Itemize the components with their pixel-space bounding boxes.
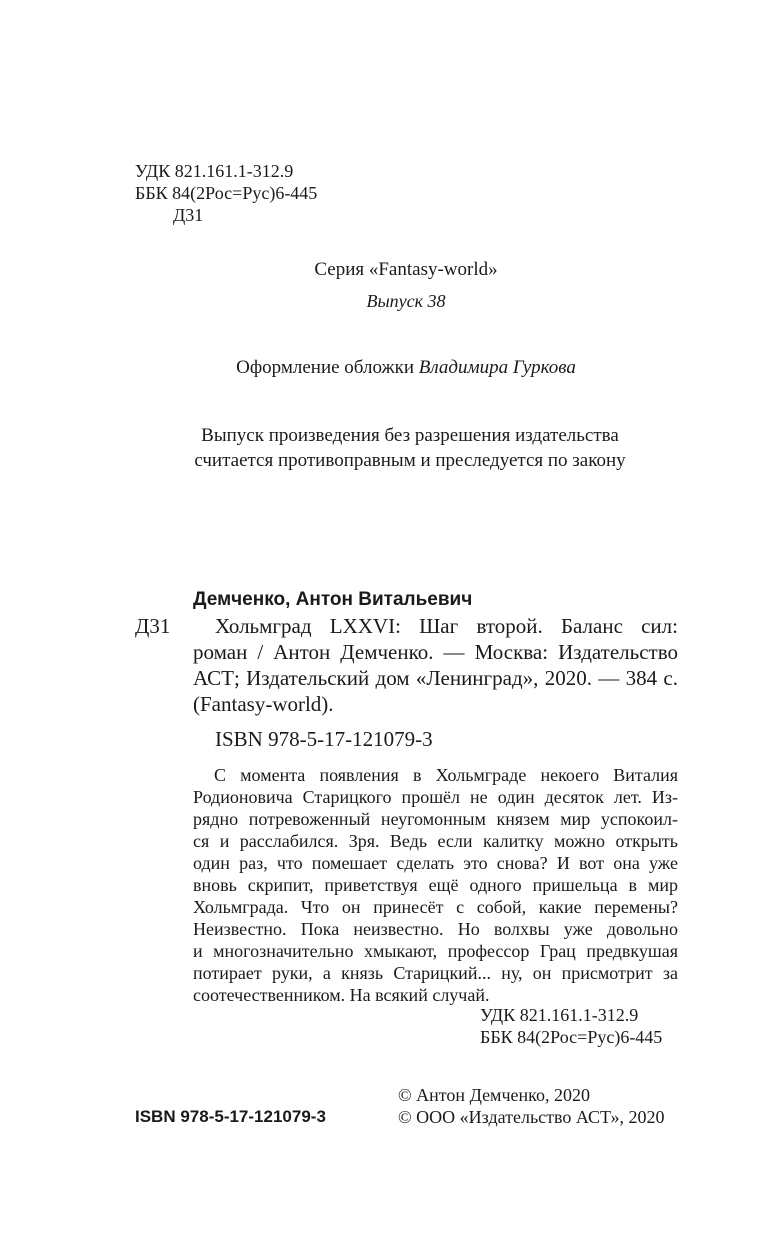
bibliographic-mark: Д31 <box>135 614 171 638</box>
annotation-line: Родионовича Старицкого прошёл не один десяток лет. Из- <box>193 787 678 807</box>
cover-designer-name: Владимира Гуркова <box>418 357 576 378</box>
annotation-line: потирает руки, а князь Старицкий... ну, он присмотрит за <box>193 963 678 983</box>
annotation-line: ся и расслабился. Зря. Ведь если калитку можно открыть <box>193 831 678 851</box>
annotation-line: соотечественником. На всякий случай. <box>193 985 490 1005</box>
bibliographic-entry-line: роман / Антон Демченко. — Москва: Издательство <box>193 640 678 664</box>
series-issue: Выпуск 38 <box>366 291 446 311</box>
annotation-line: и многозначительно хмыкают, профессор Грац предвкушая <box>193 941 678 961</box>
annotation-line: Хольмграда. Что он принесёт с собой, какие перемены? <box>193 897 678 917</box>
cover-design-prefix: Оформление обложки <box>236 357 419 378</box>
legal-notice-line-1: Выпуск произведения без разрешения издательства <box>201 425 619 446</box>
annotation-line: Неизвестно. Пока неизвестно. Но волхвы уже довольно <box>193 919 678 939</box>
bbk-code-bottom: ББК 84(2Рос=Рус)6-445 <box>480 1027 663 1047</box>
copyright-author: © Антон Демченко, 2020 <box>398 1085 590 1105</box>
annotation-line: рядно потревоженный неугомонным князем мир успокоил- <box>193 809 678 829</box>
series-label: Серия «Fantasy-world» <box>314 259 498 280</box>
copyright-publisher: © ООО «Издательство АСТ», 2020 <box>398 1107 665 1127</box>
isbn-bold: ISBN 978-5-17-121079-3 <box>135 1107 326 1126</box>
bibliographic-isbn: ISBN 978-5-17-121079-3 <box>215 727 433 751</box>
bbk-code-top: ББК 84(2Рос=Рус)6-445 <box>135 183 318 203</box>
annotation-line: вновь скрипит, приветствуя ещё одного пришельца в мир <box>193 875 678 895</box>
author-mark-top: Д31 <box>173 205 204 225</box>
annotation-line: С момента появления в Хольмграде некоего Виталия <box>214 765 678 785</box>
bibliographic-entry-line: (Fantasy-world). <box>193 692 334 716</box>
udk-code-top: УДК 821.161.1-312.9 <box>135 161 294 181</box>
udk-code-bottom: УДК 821.161.1-312.9 <box>480 1005 639 1025</box>
bibliographic-entry-line: АСТ; Издательский дом «Ленинград», 2020. — 384 с. <box>193 666 678 690</box>
legal-notice-line-2: считается противоправным и преследуется по закону <box>194 450 626 471</box>
bibliographic-entry-line: Хольмград LXXVI: Шаг второй. Баланс сил: <box>215 614 678 638</box>
annotation-line: один раз, что помешает сделать это снова? И вот она уже <box>193 853 678 873</box>
bibliographic-author: Демченко, Антон Витальевич <box>193 589 473 610</box>
cover-design-credit <box>0 356 768 379</box>
